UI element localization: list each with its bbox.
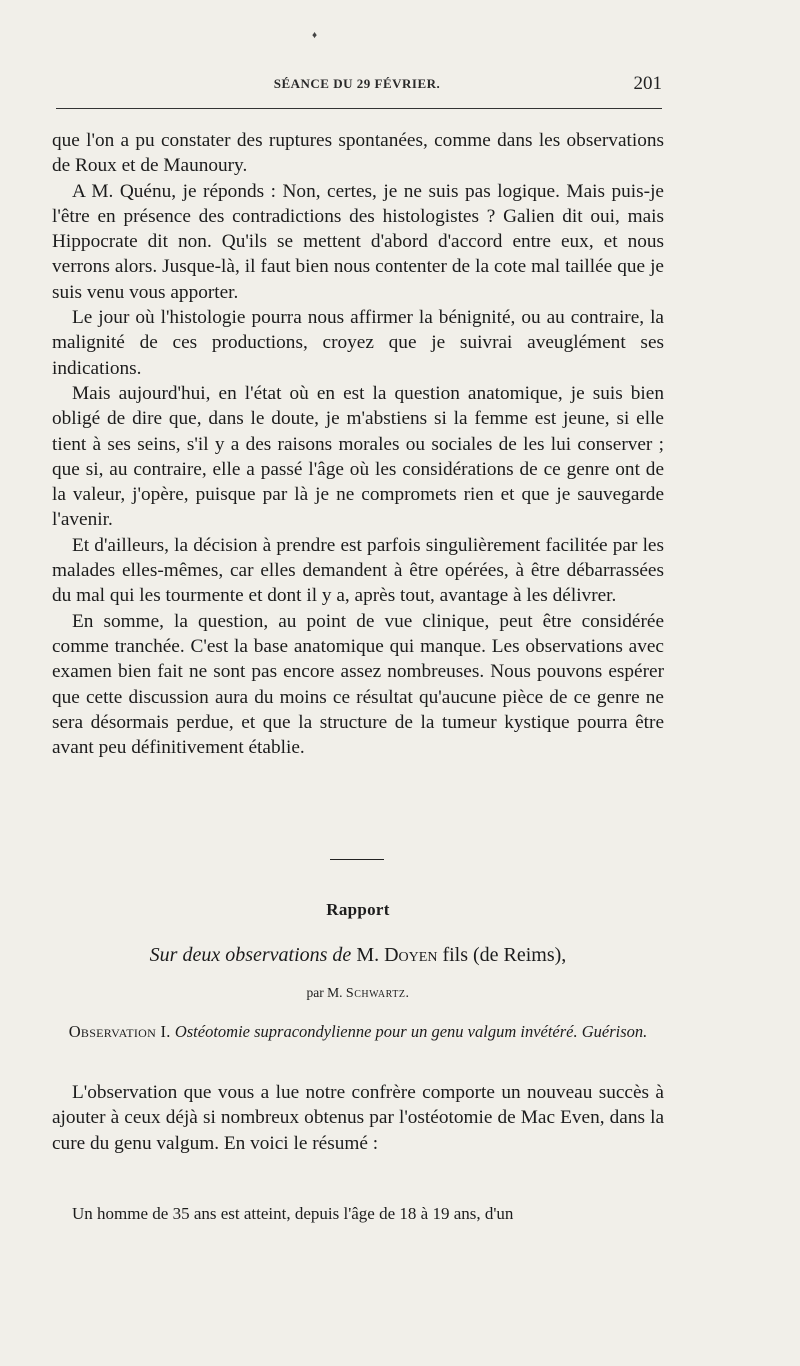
subtitle-rest: fils (de Reims), xyxy=(442,944,567,966)
report-text xyxy=(52,1080,664,1156)
page-number: 201 xyxy=(633,73,662,94)
subtitle-italic: Sur deux observations de xyxy=(149,944,352,966)
byline-par: par M. xyxy=(306,985,343,1000)
observation-heading xyxy=(52,1021,664,1042)
paragraph: Et d'ailleurs, la décision à prendre est parfois singulièrement facilitée par les malades elles-mêmes, car elles demandent à être opérées, à être débarrassées du mal qui les tourmente et dont il y a, après tout, avantage à les délivrer. xyxy=(52,534,664,607)
paragraph: L'observation que vous a lue notre confrère comporte un nouveau succès à ajouter à ceux déjà si nombreux obtenus par l'ostéotomie de Mac Even, dans la cure du genu valgum. En voici le résumé : xyxy=(52,1082,664,1154)
paragraph: En somme, la question, au point de vue clinique, peut être considérée comme tranchée. C'est la base anatomique qui manque. Les observations avec examen bien fait ne sont pas encore assez nombreuses. Nous pouvons espérer que cette discussion aura du moins ce résultat qu'aucune pièce de ce genre ne sera désormais perdue, et que la structure de la tumeur kystique pourra être avant peu définitivement établie. xyxy=(52,610,664,759)
paragraph: Mais aujourd'hui, en l'état où en est la question anatomique, je suis bien obligé de dire que, dans le doute, je m'abstiens si la femme est jeune, si elle tient à ses seins, s'il y a des raisons morales ou sociales de les lui conserver ; que si, au contraire, elle a passé l'âge où les considérations de ce genre ont de la valeur, j'opère, puisque par là je ne compromets rien et que je sauvegarde l'avenir. xyxy=(52,382,664,531)
observation-lead: Observation I. xyxy=(68,1022,171,1041)
paragraph: A M. Quénu, je réponds : Non, certes, je ne suis pas logique. Mais puis-je l'être en présence des contradictions des histologistes ? Galien dit oui, mais Hippocrate dit non. Qu'ils se mettent d'abord d'accord entre eux, et nous verrons alors. Jusque-là, il faut bien nous contenter de la cote mal taillée que je suis venu vous apporter. xyxy=(52,180,664,303)
running-header xyxy=(52,73,662,98)
case-text: Un homme de 35 ans est atteint, depuis l'âge de 18 à 19 ans, d'un xyxy=(72,1204,514,1223)
print-mark: ♦ xyxy=(312,30,318,41)
main-text xyxy=(52,128,664,760)
report-byline xyxy=(52,985,664,1002)
header-rule xyxy=(56,108,662,109)
subtitle-name: Doyen xyxy=(384,944,438,966)
section-heading: Rapport xyxy=(326,900,390,919)
observation-title: Ostéotomie supracondylienne pour un genu valgum invétéré. Guérison. xyxy=(174,1022,648,1041)
header-title: SÉANCE DU 29 FÉVRIER. xyxy=(273,76,441,91)
subtitle-m: M. xyxy=(356,944,380,966)
report-subtitle xyxy=(52,944,664,967)
byline-name: Schwartz. xyxy=(345,986,410,1001)
paragraph: que l'on a pu constater des ruptures spontanées, comme dans les observations de Roux et de Maunoury. xyxy=(52,130,664,177)
paragraph: Le jour où l'histologie pourra nous affirmer la bénignité, ou au contraire, la malignité de ces productions, croyez que je suivrai aveuglément ses indications. xyxy=(52,307,664,379)
section-separator xyxy=(330,859,384,860)
